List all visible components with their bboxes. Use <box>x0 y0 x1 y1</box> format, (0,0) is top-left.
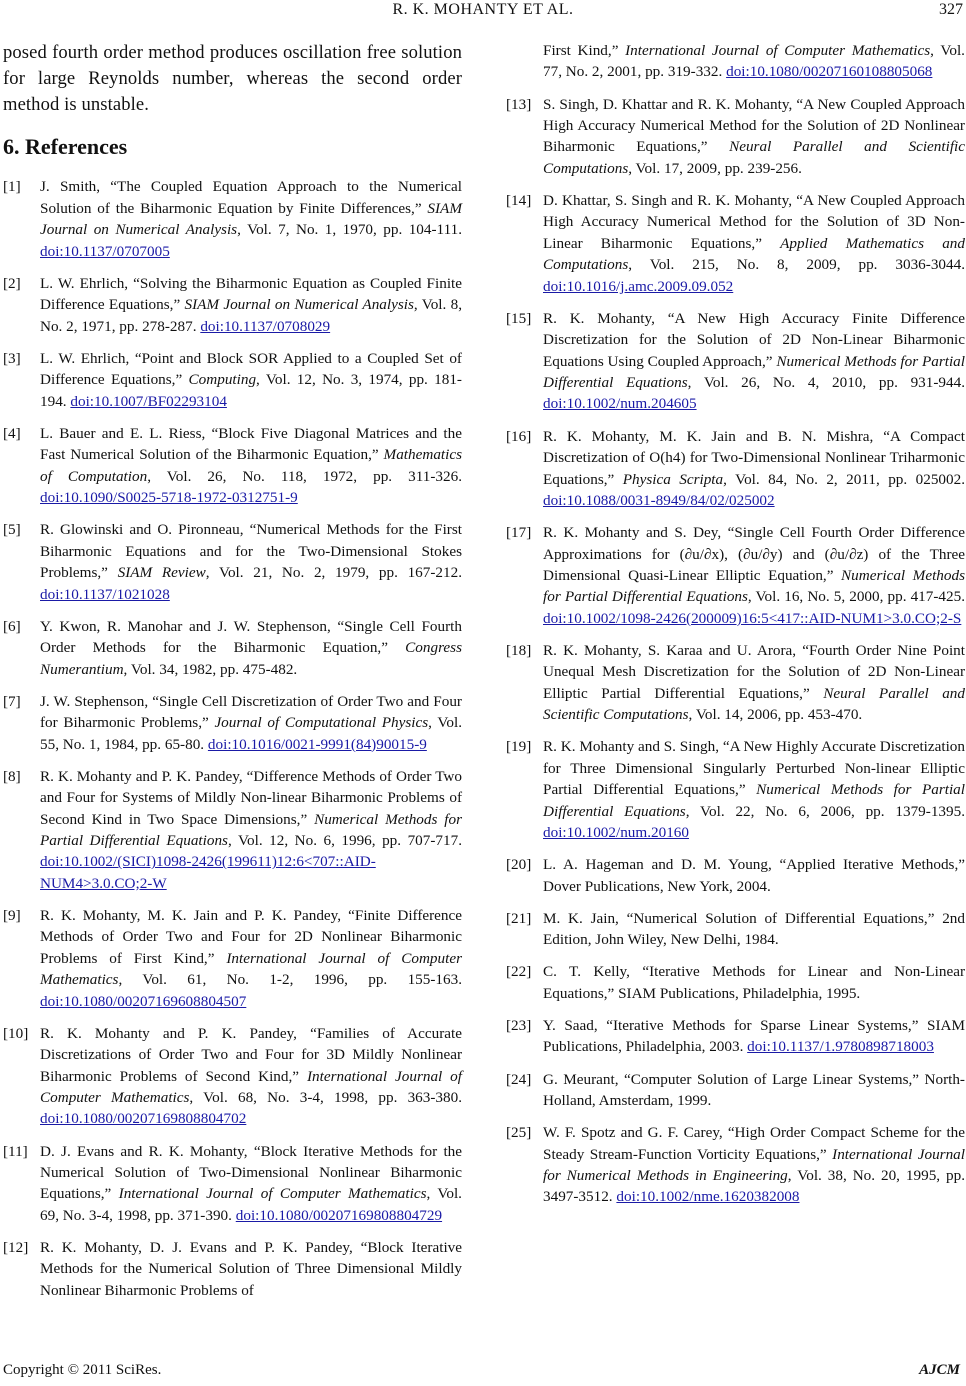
reference-item <box>3 423 462 509</box>
left-column <box>3 40 462 1312</box>
reference-details: , Vol. 69, No. 3-4, 1998, pp. 371-390. <box>40 1185 462 1224</box>
reference-venue: International Journal of Computer Mathematics <box>40 1067 462 1107</box>
reference-citation: R. K. Mohanty and P. K. Pandey, “Families of Accurate Discretizations of Order Two and Four for 3D Mildly Nonlinear Biharmonic Problems of Second Kind,” <box>40 1024 462 1085</box>
reference-item <box>3 1141 462 1227</box>
reference-number: [13] <box>506 95 532 113</box>
reference-citation: J. Smith, “The Coupled Equation Approach to the Numerical Solution of the Biharmonic Equation by Finite Differences,” <box>40 178 462 217</box>
reference-citation: J. W. Stephenson, “Single Cell Discretization of Order Two and Four for Biharmonic Problems,” <box>40 692 462 732</box>
reference-item <box>506 736 965 843</box>
reference-details: , Vol. 7, No. 1, 1970, pp. 104-111. <box>237 221 462 239</box>
reference-details: , Vol. 8, No. 2, 1971, pp. 278-287. <box>40 296 462 335</box>
reference-item <box>506 1015 965 1058</box>
reference-number: [24] <box>506 1070 532 1088</box>
page-header <box>0 0 966 28</box>
reference-number: [5] <box>3 521 21 539</box>
reference-details: , Vol. 77, No. 2, 2001, pp. 319-332. <box>543 42 965 81</box>
reference-venue: Numerical Methods for Partial Differential Equations <box>543 781 965 820</box>
reference-citation: W. F. Spotz and G. F. Carey, “High Order Compact Scheme for the Steady Stream-Function Vorticity Equations,” <box>543 1124 965 1163</box>
reference-list-left <box>3 176 462 1301</box>
reference-venue: Computing <box>188 371 257 389</box>
reference-number: [20] <box>506 856 532 874</box>
reference-details: , Vol. 84, No. 2, 2011, pp. 025002. <box>723 470 965 488</box>
reference-citation: L. W. Ehrlich, “Solving the Biharmonic Equation as Coupled Finite Difference Equations,” <box>40 274 462 314</box>
reference-details: , Vol. 38, No. 20, 1995, pp. 3497-3512. <box>543 1167 966 1206</box>
reference-text <box>40 273 462 337</box>
reference-text <box>543 1069 965 1112</box>
doi-link[interactable]: doi:10.1137/1021028 <box>40 585 170 603</box>
reference-number: [4] <box>3 424 21 442</box>
reference-citation: R. K. Mohanty, S. Karaa and U. Arora, “Fourth Order Nine Point Unequal Mesh Discretization for the Solution of 2D Non-Linear Elliptic Partial Differential Equations,” <box>543 641 965 702</box>
doi-link[interactable]: doi:10.1016/0021-9991(84)90015-9 <box>207 735 427 753</box>
reference-citation: C. T. Kelly, “Iterative Methods for Linear and Non-Linear Equations,” SIAM Publications, Philadelphia, 1995. <box>543 963 965 1002</box>
footer-journal: AJCM <box>919 1362 960 1378</box>
reference-number: [14] <box>506 192 532 210</box>
reference-venue: Mathematics of Computation <box>40 446 462 485</box>
footer-copyright: Copyright © 2011 SciRes. <box>3 1362 162 1378</box>
reference-text <box>543 94 965 180</box>
doi-link[interactable]: doi:10.1090/S0025-5718-1972-0312751-9 <box>40 489 298 507</box>
reference-item <box>3 176 462 262</box>
doi-link[interactable]: doi:10.1080/00207169808804729 <box>235 1206 443 1224</box>
reference-number: [22] <box>506 963 532 981</box>
doi-link[interactable]: doi:10.1002/num.204605 <box>543 395 697 413</box>
reference-details: , Vol. 61, No. 1-2, 1996, pp. 155-163. <box>118 971 462 989</box>
reference-text <box>543 908 965 951</box>
doi-link[interactable]: doi:10.1137/0708029 <box>200 317 331 335</box>
reference-details: , Vol. 17, 2009, pp. 239-256. <box>628 159 802 177</box>
reference-venue: Applied Mathematics and Computations <box>543 234 965 274</box>
reference-item <box>3 348 462 412</box>
reference-item <box>506 1122 965 1208</box>
reference-venue: Neural Parallel and Scientific Computations <box>543 138 965 177</box>
reference-item <box>506 522 965 629</box>
reference-number: [23] <box>506 1017 532 1035</box>
reference-citation: L. Bauer and E. L. Riess, “Block Five Diagonal Matrices and the Fast Numerical Solution of the Biharmonic Equation,” <box>40 424 462 464</box>
doi-link[interactable]: doi:10.1002/num.20160 <box>543 823 689 841</box>
reference-citation: M. K. Jain, “Numerical Solution of Differential Equations,” 2nd Edition, John Wiley, New Delhi, 1984. <box>543 909 965 949</box>
reference-details: , Vol. 21, No. 2, 1979, pp. 167-212. <box>205 564 462 582</box>
reference-citation: D. Khattar, S. Singh and R. K. Mohanty, “A New Coupled Approach High Accuracy Numerical Method for the Solution of 3D Non-Linear Biharmonic Equations,” <box>543 192 965 252</box>
reference-text <box>543 854 965 897</box>
reference-item <box>3 691 462 755</box>
reference-item <box>506 94 965 180</box>
reference-item <box>3 905 462 1012</box>
reference-item <box>3 1023 462 1130</box>
doi-link[interactable]: doi:10.1002/nme.1620382008 <box>616 1188 800 1206</box>
doi-link[interactable]: doi:10.1080/00207169608804507 <box>40 992 247 1010</box>
reference-details: , Vol. 215, No. 8, 2009, pp. 3036-3044. <box>628 256 965 274</box>
running-head: R. K. MOHANTY ET AL. <box>392 1 574 18</box>
reference-text <box>543 1015 965 1058</box>
reference-text <box>543 308 965 415</box>
reference-details: , Vol. 68, No. 3-4, 1998, pp. 363-380. <box>189 1089 462 1107</box>
doi-link[interactable]: doi:10.1016/j.amc.2009.09.052 <box>543 277 734 295</box>
reference-text <box>543 426 965 512</box>
reference-number: [3] <box>3 349 21 367</box>
reference-number <box>506 40 543 83</box>
reference-item <box>506 854 965 897</box>
reference-item <box>506 640 965 726</box>
reference-citation: L. W. Ehrlich, “Point and Block SOR Applied to a Coupled Set of Difference Equations,” <box>40 349 462 389</box>
reference-text <box>543 640 965 726</box>
reference-details: , Vol. 26, No. 118, 1972, pp. 311-326. <box>147 467 462 485</box>
reference-item <box>506 908 965 951</box>
reference-citation: S. Singh, D. Khattar and R. K. Mohanty, “A New Coupled Approach High Accuracy Numerical Method for the Solution of 2D Nonlinear Biharmonic Equations,” <box>543 95 965 156</box>
reference-text <box>543 961 965 1004</box>
doi-link[interactable]: doi:10.1080/00207160108805068 <box>726 63 933 81</box>
reference-item <box>506 961 965 1004</box>
reference-list-right <box>506 40 965 1208</box>
reference-citation: First Kind,” <box>543 42 626 59</box>
reference-venue: SIAM Journal on Numerical Analysis <box>40 199 462 239</box>
reference-text <box>543 736 965 843</box>
reference-text <box>40 1237 462 1301</box>
reference-item <box>3 519 462 605</box>
reference-details: , Vol. 12, No. 6, 1996, pp. 707-717. <box>227 831 463 849</box>
reference-item <box>506 40 965 83</box>
doi-link[interactable]: doi:10.1002/1098-2426(200009)16:5<417::AID-NUM1>3.0.CO;2-S <box>543 609 962 627</box>
right-column <box>506 40 965 1219</box>
reference-number: [19] <box>506 738 532 756</box>
reference-item <box>506 308 965 415</box>
reference-citation: Y. Saad, “Iterative Methods for Sparse Linear Systems,” SIAM Publications, Philadelphia, 2003. <box>543 1017 965 1056</box>
reference-text <box>543 40 965 83</box>
reference-item <box>3 273 462 337</box>
reference-number: [18] <box>506 641 532 659</box>
doi-link[interactable]: doi:10.1002/(SICI)1098-2426(199611)12:6<707::AID-NUM4>3.0.CO;2-W <box>40 853 376 892</box>
page-number: 327 <box>939 1 963 18</box>
reference-text <box>40 766 462 894</box>
reference-text <box>40 1023 462 1130</box>
doi-link[interactable]: doi:10.1088/0031-8949/84/02/025002 <box>543 491 775 509</box>
reference-citation: R. K. Mohanty, “A New High Accuracy Finite Difference Discretization for the Solution of 2D Non-Linear Biharmonic Equations Using Coupled Approach,” <box>543 309 965 370</box>
reference-number: [8] <box>3 767 21 785</box>
reference-text <box>543 190 965 297</box>
doi-link[interactable]: doi:10.1007/BF02293104 <box>70 392 227 410</box>
reference-venue: SIAM Journal on Numerical Analysis <box>184 296 414 314</box>
reference-item <box>3 766 462 894</box>
reference-citation: L. A. Hageman and D. M. Young, “Applied Iterative Methods,” Dover Publications, New York, 2004. <box>543 856 965 895</box>
reference-citation: R. K. Mohanty, M. K. Jain and P. K. Pandey, “Finite Difference Methods of Order Two and Four for 2D Nonlinear Biharmonic Problems of First Kind,” <box>40 906 462 967</box>
doi-link[interactable]: doi:10.1080/00207169808804702 <box>40 1110 247 1128</box>
reference-details: , Vol. 12, No. 3, 1974, pp. 181-194. <box>40 371 462 410</box>
intro-paragraph: posed fourth order method produces oscillation free solution for large Reynolds number, whereas the second order method is unstable. <box>3 42 462 115</box>
reference-citation: R. K. Mohanty, M. K. Jain and B. N. Mishra, “A Compact Discretization of O(h4) for Two-Dimensional Nonlinear Triharmonic Equations,” <box>543 427 965 488</box>
reference-number: [12] <box>3 1239 29 1257</box>
reference-item <box>506 1069 965 1112</box>
reference-venue: Journal of Computational Physics <box>214 714 429 732</box>
reference-venue: Congress Numerantium <box>40 639 462 678</box>
reference-details: , Vol. 34, 1982, pp. 475-482. <box>123 660 298 678</box>
reference-details: , Vol. 16, No. 5, 2000, pp. 417-425. <box>747 588 965 606</box>
reference-number: [25] <box>506 1124 532 1142</box>
reference-number: [2] <box>3 274 21 292</box>
section-title: 6. References <box>3 134 128 159</box>
reference-text <box>40 1141 462 1227</box>
reference-number: [16] <box>506 427 532 445</box>
reference-citation: Y. Kwon, R. Manohar and J. W. Stephenson, “Single Cell Fourth Order Methods for the Biharmonic Equation,” <box>40 617 462 657</box>
reference-details: , Vol. 22, No. 6, 2006, pp. 1379-1395. <box>685 802 965 820</box>
reference-venue: Neural Parallel and Scientific Computations <box>543 684 965 724</box>
reference-item <box>3 1237 462 1301</box>
reference-number: [9] <box>3 906 21 924</box>
reference-text <box>543 522 965 629</box>
reference-text <box>40 691 462 755</box>
reference-details: , Vol. 55, No. 1, 1984, pp. 65-80. <box>40 714 462 753</box>
reference-details: , Vol. 26, No. 4, 2010, pp. 931-944. <box>687 374 965 392</box>
reference-text <box>40 905 462 1012</box>
reference-venue: International Journal of Computer Mathematics <box>40 949 462 989</box>
reference-item <box>506 426 965 512</box>
reference-citation: R. K. Mohanty and P. K. Pandey, “Difference Methods of Order Two and Four for Systems of Mildly Non-linear Biharmonic Problems of Second Kind in Two Space Dimensions,” <box>40 767 462 828</box>
reference-number: [7] <box>3 692 21 710</box>
reference-number: [10] <box>3 1024 29 1042</box>
reference-citation: R. Glowinski and O. Pironneau, “Numerical Methods for the First Biharmonic Equations and for the Two-Dimensional Stokes Problems,” <box>40 521 462 582</box>
reference-citation: G. Meurant, “Computer Solution of Large Linear Systems,” North-Holland, Amsterdam, 1999. <box>543 1070 965 1110</box>
reference-number: [11] <box>3 1142 28 1160</box>
reference-citation: R. K. Mohanty, D. J. Evans and P. K. Pandey, “Block Iterative Methods for the Numerical Solution of Three Dimensional Mildly Nonlinear Biharmonic Problems of <box>40 1239 462 1299</box>
doi-link[interactable]: doi:10.1137/1.9780898718003 <box>747 1038 934 1056</box>
reference-text <box>40 519 462 605</box>
reference-details: , Vol. 14, 2006, pp. 453-470. <box>688 706 863 724</box>
doi-link[interactable]: doi:10.1137/0707005 <box>40 242 170 260</box>
reference-venue: SIAM Review <box>117 564 206 582</box>
reference-item <box>3 616 462 680</box>
reference-venue: International Journal for Numerical Methods in Engineering <box>543 1145 965 1185</box>
reference-venue: Numerical Methods for Partial Differential Equations <box>543 352 965 392</box>
reference-number: [6] <box>3 617 21 635</box>
reference-venue: International Journal of Computer Mathematics <box>625 42 931 59</box>
reference-citation: R. K. Mohanty and S. Dey, “Single Cell Fourth Order Difference Approximations for (∂u/∂x), (∂u/∂y) and (∂u/∂z) of the Three Dimensional Quasi-Linear Elliptic Equation,” <box>543 524 965 584</box>
reference-number: [15] <box>506 309 532 327</box>
reference-text <box>40 423 462 509</box>
reference-number: [21] <box>506 909 532 927</box>
reference-citation: D. J. Evans and R. K. Mohanty, “Block Iterative Methods for the Numerical Solution of Two-Dimensional Nonlinear Biharmonic Equations,” <box>40 1142 462 1203</box>
reference-venue: Physica Scripta <box>622 470 724 488</box>
reference-text <box>543 1122 965 1208</box>
reference-number: [17] <box>506 524 532 542</box>
reference-text <box>40 176 462 262</box>
reference-venue: Numerical Methods for Partial Differential Equations <box>40 810 462 849</box>
reference-text <box>40 348 462 412</box>
reference-text <box>40 616 462 680</box>
reference-number: [1] <box>3 178 21 196</box>
reference-citation: R. K. Mohanty and S. Singh, “A New Highly Accurate Discretization for Three Dimensional Singularly Perturbed Non-linear Elliptic Partial Differential Equations,” <box>543 738 965 799</box>
reference-venue: International Journal of Computer Mathematics <box>118 1185 427 1203</box>
reference-venue: Numerical Methods for Partial Differential Equations <box>543 566 965 606</box>
reference-item <box>506 190 965 297</box>
